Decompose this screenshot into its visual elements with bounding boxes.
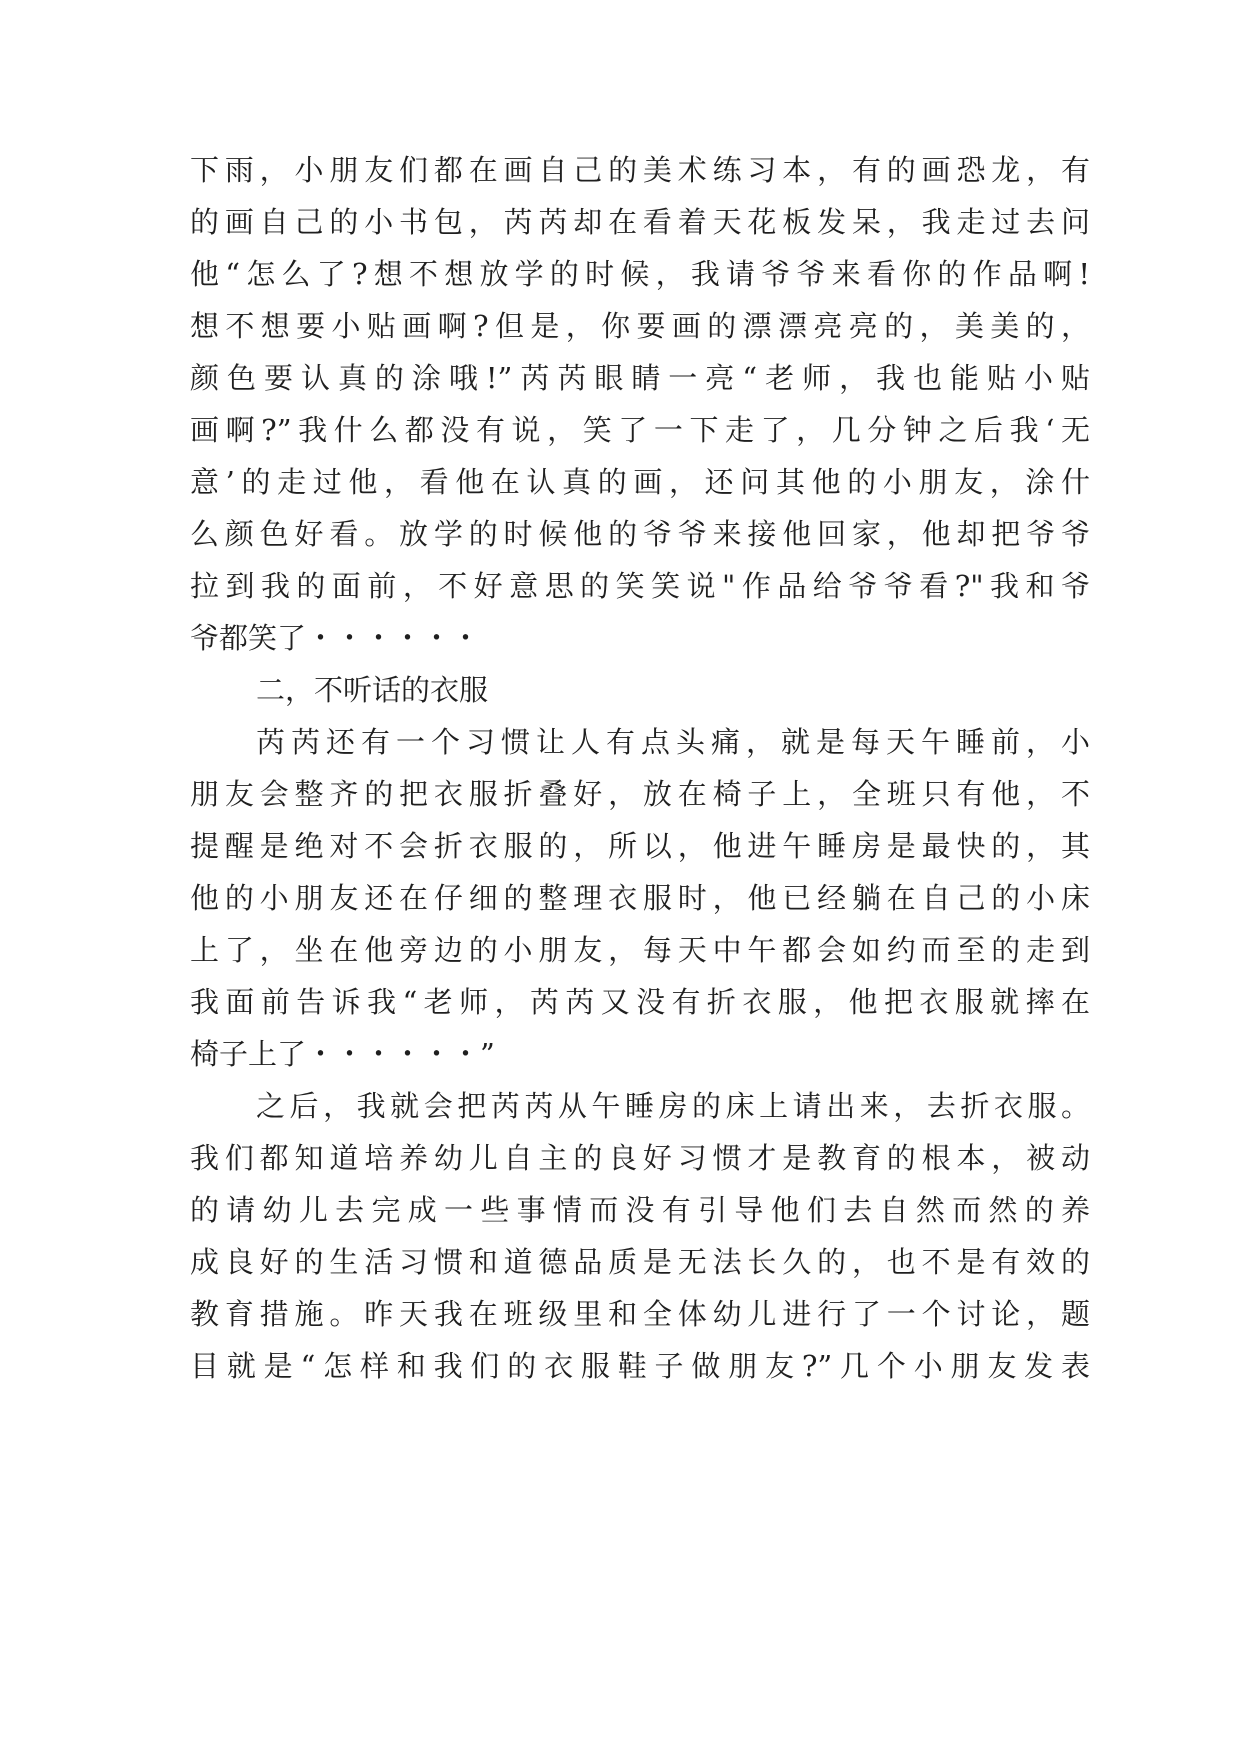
text-line: 爷都笑了・・・・・・	[190, 621, 481, 655]
paragraph-first-line: 之后，我就会把芮芮从午睡房的床上请出来，去折衣服。	[256, 1089, 1090, 1123]
paragraph-first-line: 芮芮还有一个习惯让人有点头痛，就是每天午睡前，小	[256, 725, 1090, 759]
text-line: 上了，坐在他旁边的小朋友，每天中午都会如约而至的走到	[190, 933, 1090, 967]
text-line: 我们都知道培养幼儿自主的良好习惯才是教育的根本，被动	[190, 1141, 1090, 1175]
text-line: 颜色要认真的涂哦!”芮芮眼睛一亮“老师，我也能贴小贴	[190, 361, 1090, 395]
text-line: 椅子上了・・・・・・”	[190, 1037, 495, 1071]
text-line: 提醒是绝对不会折衣服的，所以，他进午睡房是最快的，其	[190, 829, 1090, 863]
text-line: 想不想要小贴画啊?但是，你要画的漂漂亮亮的，美美的，	[190, 309, 1090, 343]
text-line: 画啊?”我什么都没有说，笑了一下走了，几分钟之后我‘无	[190, 413, 1090, 447]
text-line: 下雨，小朋友们都在画自己的美术练习本，有的画恐龙，有	[190, 153, 1090, 187]
text-line: 他“怎么了?想不想放学的时候，我请爷爷来看你的作品啊!	[190, 257, 1090, 291]
text-line: 意’的走过他，看他在认真的画，还问其他的小朋友，涂什	[190, 465, 1090, 499]
text-line: 朋友会整齐的把衣服折叠好，放在椅子上，全班只有他，不	[190, 777, 1090, 811]
text-line: 么颜色好看。放学的时候他的爷爷来接他回家，他却把爷爷	[190, 517, 1090, 551]
text-line: 拉到我的面前，不好意思的笑笑说"作品给爷爷看?"我和爷	[190, 569, 1090, 603]
text-line: 我面前告诉我“老师，芮芮又没有折衣服，他把衣服就摔在	[190, 985, 1090, 1019]
text-line: 成良好的生活习惯和道德品质是无法长久的，也不是有效的	[190, 1245, 1090, 1279]
section-heading: 二，不听话的衣服	[256, 673, 489, 707]
text-line: 的画自己的小书包，芮芮却在看着天花板发呆，我走过去问	[190, 205, 1090, 239]
text-line: 目就是“怎样和我们的衣服鞋子做朋友?”几个小朋友发表	[190, 1349, 1090, 1383]
text-line: 教育措施。昨天我在班级里和全体幼儿进行了一个讨论，题	[190, 1297, 1090, 1331]
text-line: 的请幼儿去完成一些事情而没有引导他们去自然而然的养	[190, 1193, 1090, 1227]
text-line: 他的小朋友还在仔细的整理衣服时，他已经躺在自己的小床	[190, 881, 1090, 915]
